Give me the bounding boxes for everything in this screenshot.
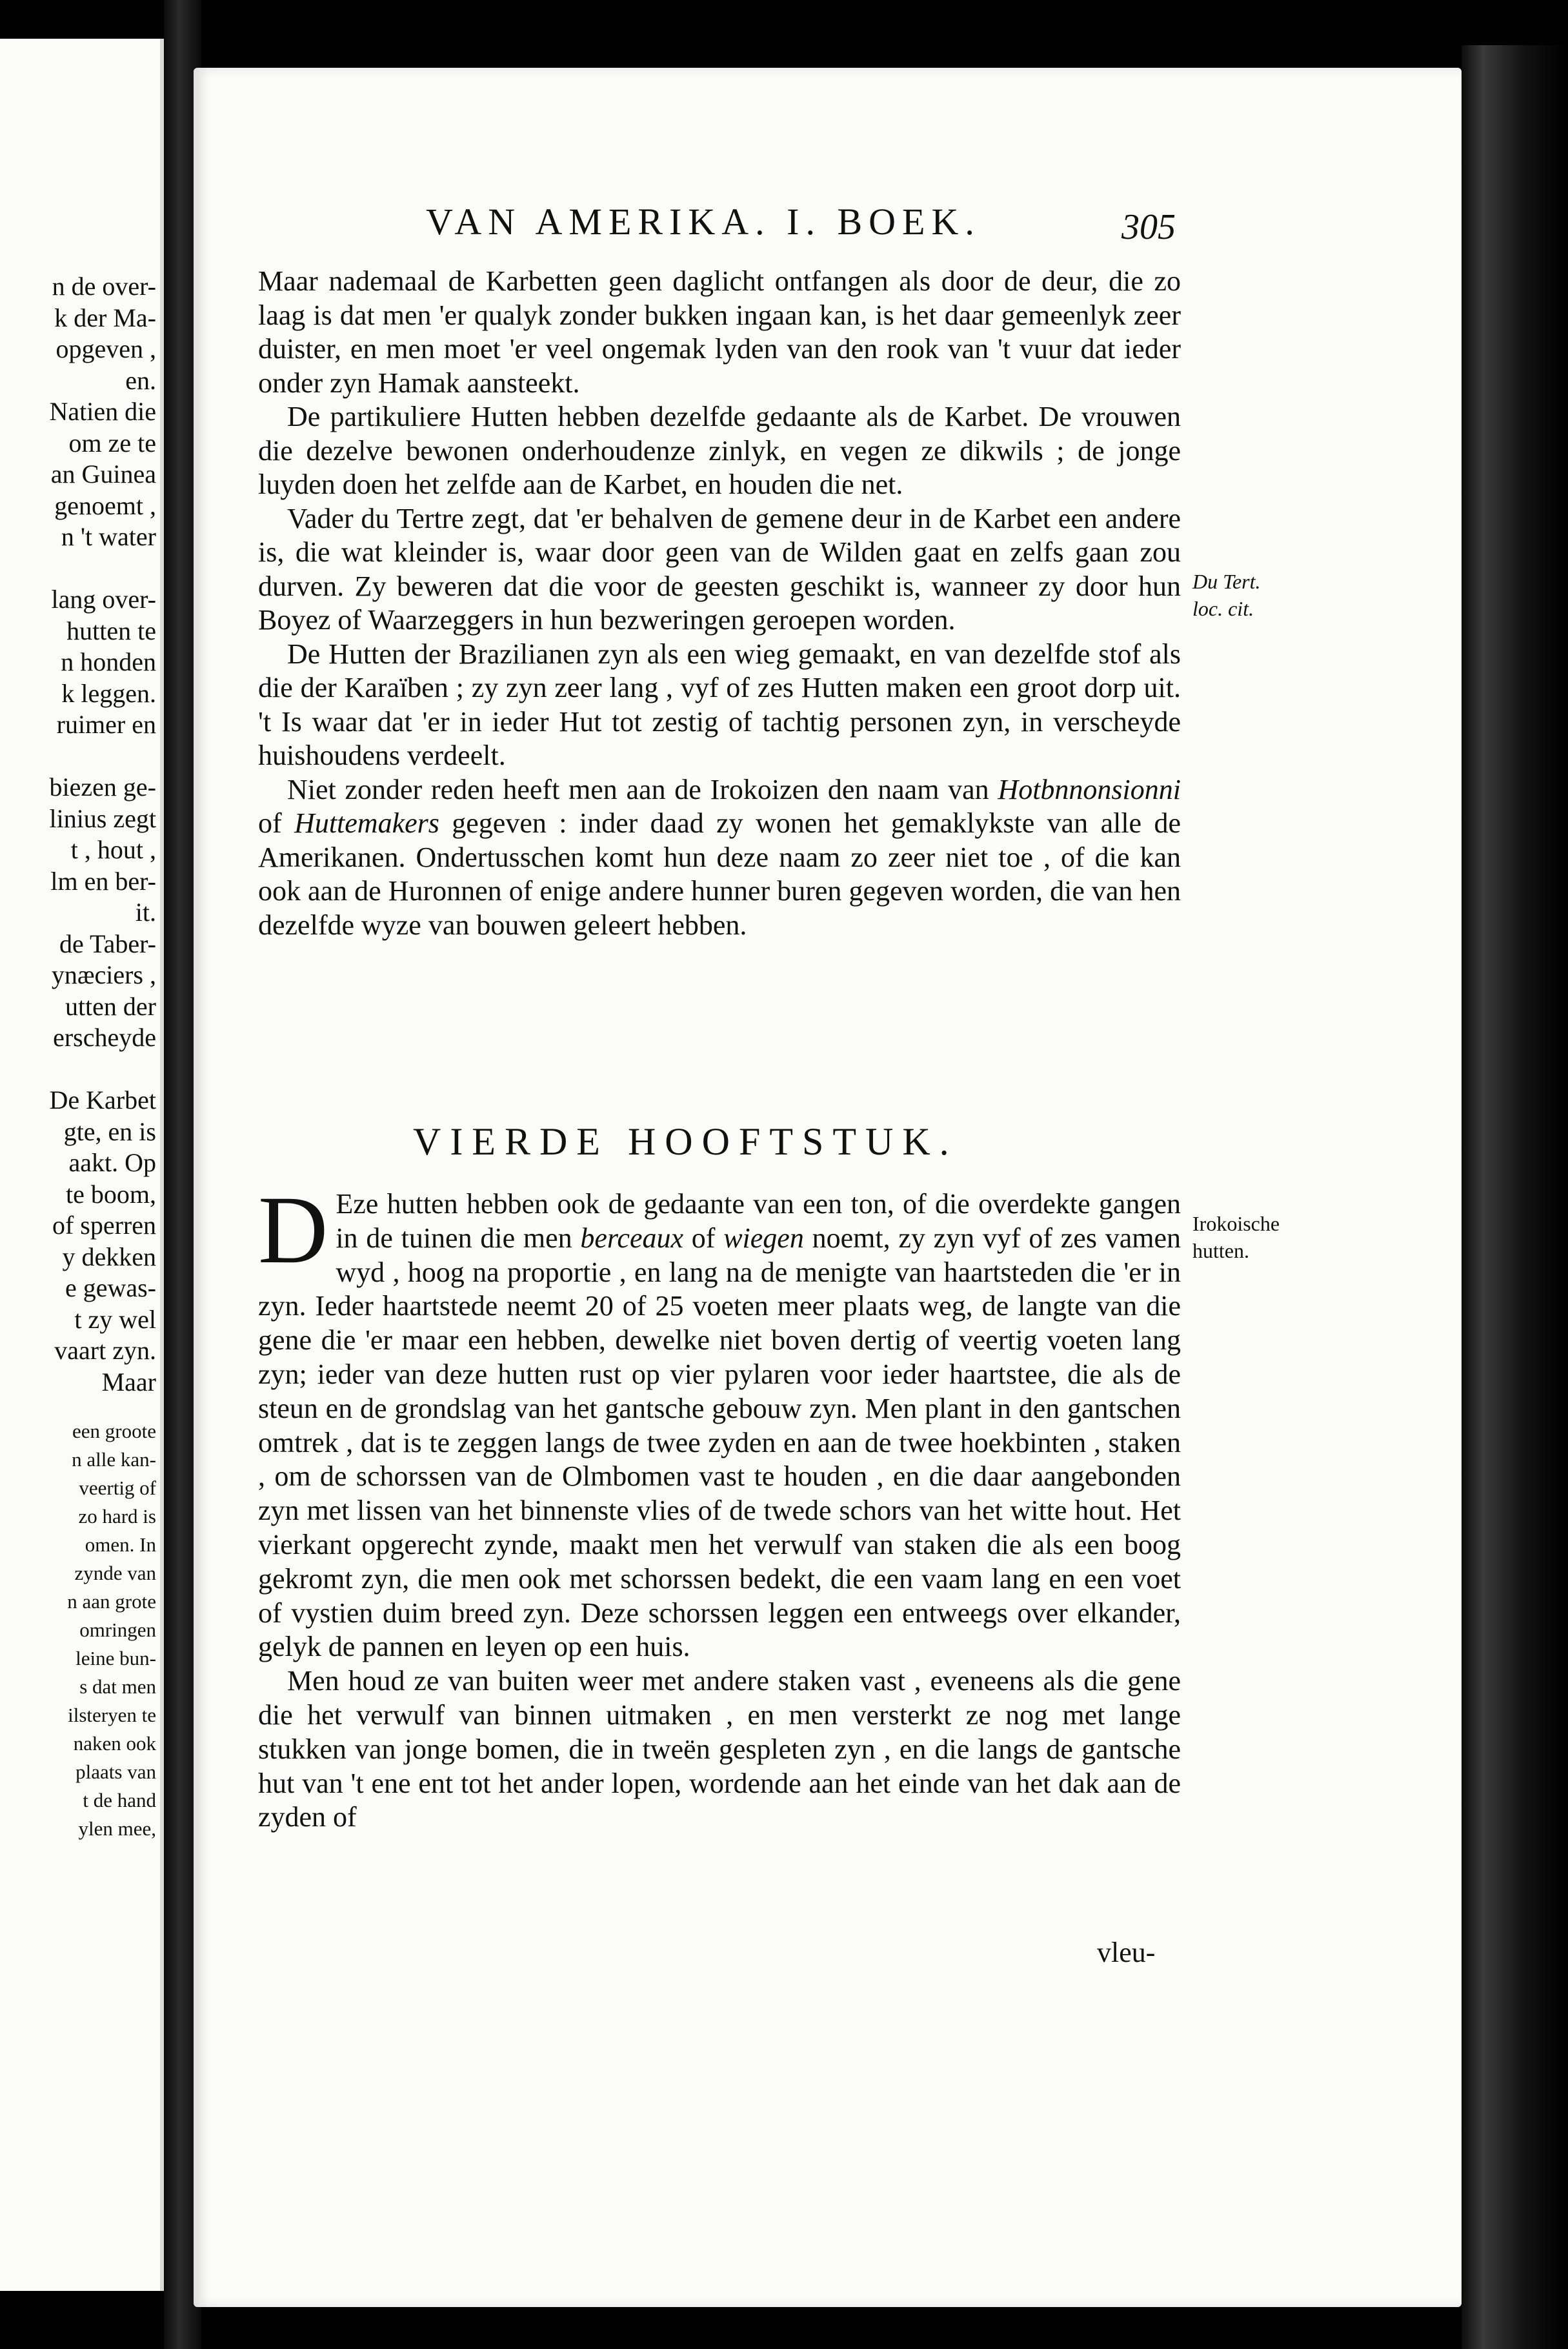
main-text-lower xyxy=(258,1176,1181,1835)
left-page-line: n alle kan- xyxy=(72,1448,156,1471)
margin-note-irokoische-hutten: Irokoische hutten. xyxy=(1192,1212,1280,1262)
left-page-line: ilsteryen te xyxy=(68,1704,156,1726)
paragraph-karbetten: Maar nademaal de Karbetten geen daglicht ontfangen als door de deur, die zo laag is dat men 'er qualyk zonder bukken ingaan kan, is het daar gemeenlyk zeer duister, en men moet 'er veel ongemak lyden van den rook van 't vuur dat ieder onder zyn Hamak aansteekt. xyxy=(258,265,1181,399)
left-page-line: naken ook xyxy=(73,1732,156,1755)
left-page-line: plaats van xyxy=(75,1760,156,1783)
term-hotbnnonsionni: Hotbnnonsionni xyxy=(998,773,1181,805)
left-page-line: of sperren xyxy=(52,1211,156,1240)
left-page-line: erscheyde xyxy=(53,1023,156,1052)
left-page-line: linius zegt xyxy=(49,803,156,833)
left-page-line: k leggen. xyxy=(61,678,156,708)
page-edge-shadow xyxy=(1462,45,1568,2349)
left-page-line: lang over- xyxy=(51,585,156,614)
margin-note-du-tertre: Du Tert. loc. cit. xyxy=(1192,570,1261,620)
left-page-line: y dekken xyxy=(62,1242,156,1271)
term-huttemakers: Huttemakers xyxy=(294,807,439,839)
chapter-heading: VIERDE HOOFTSTUK. xyxy=(413,1120,958,1163)
left-page-line: omringen xyxy=(79,1618,156,1641)
left-page-line: t , hout , xyxy=(70,835,156,864)
left-page-line: n honden xyxy=(61,647,156,676)
running-head: VAN AMERIKA. I. BOEK. xyxy=(426,201,981,243)
left-page-line: de Taber- xyxy=(59,929,156,958)
left-page-line: it. xyxy=(135,898,156,927)
left-page-line: om ze te xyxy=(68,428,156,458)
drop-cap: D xyxy=(258,1176,328,1284)
left-page-line: an Guinea xyxy=(50,459,156,489)
left-page-fragment xyxy=(0,39,164,2291)
left-page-line: t zy wel xyxy=(74,1304,156,1334)
paragraph-irokoizen: Niet zonder reden heeft men aan de Irokoizen den naam van Hotbnnonsionni of Huttemakers gegeven : inder daad zy wonen het gemaklykste van alle de Amerikanen. Ondertusschen komt hun deze naam zo zeer niet toe , of die kan ook aan de Huronnen of enige andere hunner buren gegeven worden, die van hen dezelfde wyze van bouwen geleert hebben. xyxy=(258,773,1181,941)
left-page-line: ylen mee, xyxy=(78,1817,156,1840)
left-page-line: biezen ge- xyxy=(49,772,156,801)
left-page-line: n 't water xyxy=(61,522,156,551)
left-page-line: t de hand xyxy=(83,1789,156,1811)
left-page-line: De Karbet xyxy=(49,1085,156,1114)
left-page-line: Natien die xyxy=(49,397,156,426)
left-page-line: lm en ber- xyxy=(50,866,156,896)
paragraph-brazilianen: De Hutten der Brazilianen zyn als een wieg gemaakt, en van dezelfde stof als die der Karaïben ; zy zyn zeer lang , vyf of zes Hutten maken een groot dorp uit. 't Is waar dat 'er in ieder Hut tot zestig of tachtig personen zyn, in verscheyde huishoudens verdeelt. xyxy=(258,638,1181,771)
left-page-line: Maar xyxy=(101,1367,156,1396)
left-page-line: zynde van xyxy=(74,1562,156,1584)
left-page-line: ruimer en xyxy=(56,710,156,739)
paragraph-staken: Men houd ze van buiten weer met andere staken vast , eveneens als die gene die het verwulf van binnen uitmaken , en men versterkt ze nog met lange stukken van jonge bomen, die in tweën gespleten zyn , en die langs de gantsche hut van 't ene ent tot het ander lopen, wordende aan het einde van het dak aan de zyden of xyxy=(258,1665,1181,1833)
left-page-line: n de over- xyxy=(52,272,156,301)
left-page-line: zo hard is xyxy=(78,1505,156,1527)
left-page-line: omen. In xyxy=(85,1533,156,1556)
term-berceaux: berceaux xyxy=(580,1222,684,1254)
page-number: 305 xyxy=(1121,207,1176,247)
paragraph-du-tertre: Vader du Tertre zegt, dat 'er behalven de gemene deur in de Karbet een andere is, die wat kleinder is, waar door geen van de Wilden gaat en zelfs gaan zou durven. Zy beweren dat die voor de geesten geschikt is, wanneer zy door hun Boyez of Waarzeggers in hun bezweringen geroepen worden. xyxy=(258,502,1181,636)
left-page-line: een groote xyxy=(72,1420,156,1442)
paragraph-hutten: De partikuliere Hutten hebben dezelfde gedaante als de Karbet. De vrouwen die dezelve bewonen onderhoudenze zinlyk, en vegen ze dikwils ; de jonge luyden doen het zelfde aan de Karbet, en houden die net. xyxy=(258,401,1181,500)
paragraph-chapter-opening: D Eze hutten hebben ook de gedaante van een ton, of die overdekte gangen in de tuinen die men berceaux of wiegen noemt, zy zyn vyf of zes vamen wyd , hoog na proportie , en lang na de menigte van haartsteden die 'er in zyn. Ieder haartstede neemt 20 of 25 voeten meer plaats weg, de langte van die gene die 'er maar een hebben, dewelke niet boven dertig of veertig voeten lang zyn; ieder van deze hutten rust op vier pylaren voor ieder haartstee, die als de steun en de grondslag van het gantsche gebouw zyn. Men plant in den gantschen omtrek , dat is te zeggen langs de twee zyden en aan de twee hoekbinten , staken , om de schorssen van de Olmbomen vast te houden , en die daar aangebonden zyn met lissen van het binnenste vlies of de twede schors van het witte hout. Het vierkant opgerecht zynde, maakt men het verwulf van staken die als een boog gekromt zyn, die men ook met schorssen bedekt, die een vaam lang en een voet of vystien duim breed zyn. Deze schorssen leggen een entweegs over elkander, gelyk de pannen en leyen op een huis. xyxy=(258,1176,1181,1663)
left-page-line: veertig of xyxy=(79,1477,156,1499)
left-page-line: k der Ma- xyxy=(54,303,156,332)
term-wiegen: wiegen xyxy=(723,1222,804,1254)
left-page-line: s dat men xyxy=(79,1675,156,1698)
left-page-line: en. xyxy=(125,365,156,395)
left-page-line: utten der xyxy=(65,991,156,1021)
left-page-line: gte, en is xyxy=(63,1116,156,1146)
left-page-line: e gewas- xyxy=(65,1273,156,1302)
left-page-line: opgeven , xyxy=(55,334,156,363)
left-page-line: leine bun- xyxy=(75,1647,156,1669)
main-text-upper xyxy=(258,265,1181,942)
catchword: vleu- xyxy=(1097,1937,1156,1968)
left-page-line: ynæciers , xyxy=(51,960,156,989)
left-page-line: n aan grote xyxy=(67,1590,156,1613)
left-page-line: aakt. Op xyxy=(68,1148,156,1177)
left-page-line: vaart zyn. xyxy=(54,1336,156,1365)
left-page-line: hutten te xyxy=(66,616,156,645)
left-page-line: genoemt , xyxy=(54,490,156,520)
left-page-line: te boom, xyxy=(66,1179,156,1209)
